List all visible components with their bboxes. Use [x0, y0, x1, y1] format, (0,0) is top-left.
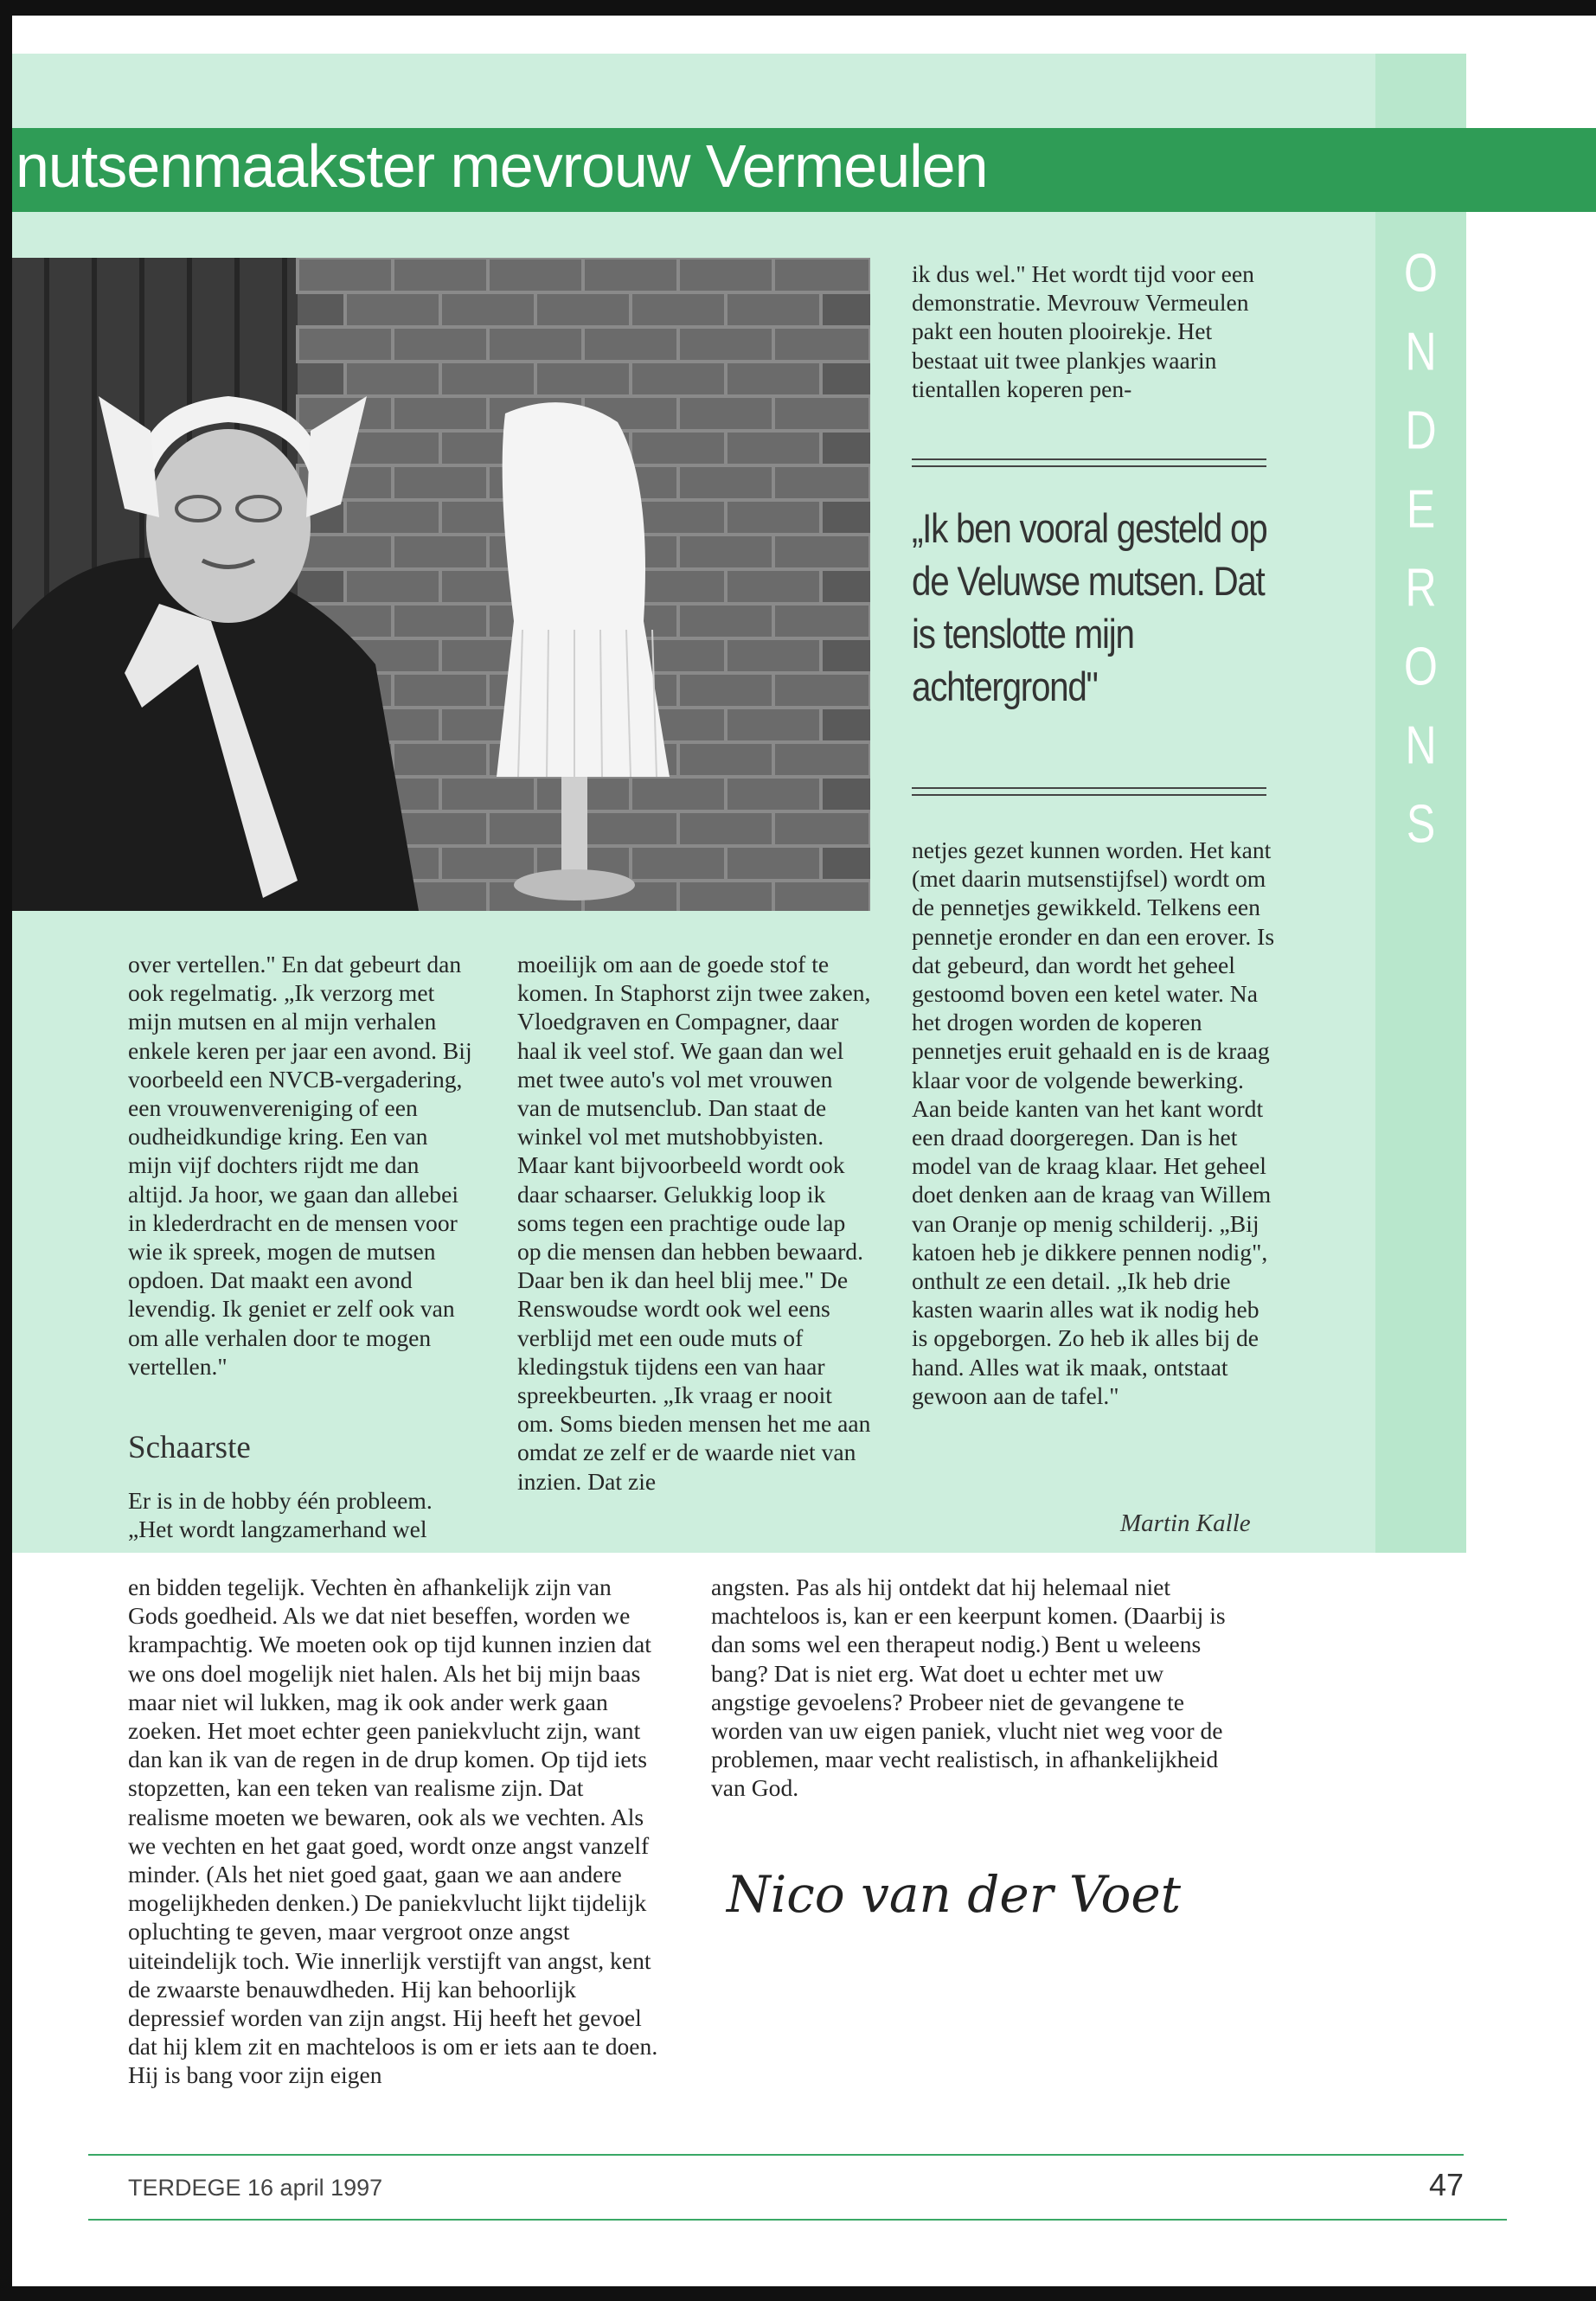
sidebar-letter: O: [1404, 242, 1438, 303]
paragraph: en bidden tegelijk. Vechten èn afhankelijk zijn van Gods goedheid. Als we dat niet beseffen, worden we krampachtig. We moeten ook op tijd kunnen inzien dat we ons doel mogelijk niet halen. Als het bij mijn baas maar niet wil lukken, mag ik ook ander werk gaan zoeken. Het moet echter geen paniekvlucht zijn, want dan kan ik van de regen in de drup komen. Op tijd iets stopzetten, kan een teken van realisme zijn. Dat realisme moeten we bewaren, ook als we vechten. Als we vechten en het gaat goed, wordt onze angst vanzelf minder. (Als het niet goed gaat, gaan we aan andere mogelijkheden denken.) De paniekvlucht lijkt tijdelijk opluchting te geven, maar vergroot onze angst uiteindelijk toch. Wie innerlijk verstijft van angst, kent de zwaarste benauwdheden. Hij kan behoorlijk depressief worden van zijn angst. Hij heeft het gevoel dat hij klem zit en machteloos is om er iets aan te doen. Hij is bang voor zijn eigen: [128, 1574, 658, 2089]
footer-rule-top: [88, 2154, 1464, 2156]
signature-text: Nico van der Voet: [727, 1865, 1182, 1924]
article-column-right-top: [912, 260, 1266, 403]
section-label: [1375, 242, 1466, 854]
sidebar-letter: R: [1405, 557, 1437, 618]
paragraph: ik dus wel." Het wordt tijd voor een demonstratie. Mevrouw Vermeulen pakt een houten plooirekje. Het bestaat uit twee plankjes waarin tientallen koperen pen-: [912, 260, 1254, 402]
article-column-3: [912, 836, 1275, 1410]
scan-border-bottom: [0, 2286, 1596, 2301]
scan-border-left: [0, 0, 12, 2301]
byline: Martin Kalle: [1120, 1509, 1251, 1537]
article-column-1: [128, 950, 474, 1381]
photo-illustration: [12, 258, 870, 911]
paragraph: over vertellen." En dat gebeurt dan ook regelmatig. „Ik verzorg met mijn mutsen en al mijn verhalen enkele keren per jaar een avond. Bij voorbeeld een NVCB-vergadering, een vrouwenvereniging of een oudheidkundige kring. Een van mijn vijf dochters rijdt me dan altijd. Ja hoor, we gaan dan allebei in klederdracht en de mensen voor wie ik spreek, mogen de mutsen opdoen. Dat maakt een avond levendig. Ik geniet er zelf ook van om alle verhalen door te mogen vertellen.": [128, 951, 472, 1380]
author-signature: [718, 1843, 1254, 1946]
sidebar-letter: O: [1404, 636, 1438, 696]
paragraph: angsten. Pas als hij ontdekt dat hij helemaal niet machteloos is, kan er een keerpunt komen. (Daarbij is dan soms wel een therapeut nodig.) Bent u weleens bang? Dat is niet erg. Wat doet u echter met uw angstige gevoelens? Probeer niet de gevangene te worden van uw eigen paniek, vlucht niet weg voor de problemen, maar vecht realistisch, in afhankelijkheid van God.: [711, 1574, 1226, 1802]
pull-quote: „Ik ben vooral gesteld op de Veluwse mutsen. Dat is tenslotte mijn achtergrond": [912, 505, 1267, 709]
paragraph: Er is in de hobby één probleem. „Het wordt langzamerhand wel: [128, 1487, 433, 1543]
article-column-1-after: [128, 1486, 483, 1543]
paragraph: moeilijk om aan de goede stof te komen. In Staphorst zijn twee zaken, Vloedgraven en Compagner, daar haal ik veel stof. We gaan dan wel met twee auto's vol met vrouwen van de mutsenclub. Dan staat de winkel vol met mutshobbyisten. Maar kant bijvoorbeeld wordt ook daar schaarser. Gelukkig loop ik soms tegen een prachtige oude lap op die mensen dan hebben bewaard. Daar ben ik dan heel blij mee." De Renswoudse wordt ook wel eens verblijd met een oude muts of kledingstuk tijdens een van haar spreekbeurten. „Ik vraag er nooit om. Soms bieden mensen het me aan omdat ze zelf er de waarde niet van inzien. Dat zie: [517, 951, 871, 1495]
subheading: Schaarste: [128, 1430, 251, 1465]
article-title: nutsenmaakster mevrouw Vermeulen: [16, 132, 988, 200]
meditation-column-right: [711, 1573, 1249, 1803]
quote-rule-top: [912, 458, 1266, 467]
sidebar-letter: N: [1405, 715, 1437, 775]
article-column-2: [517, 950, 872, 1496]
sidebar-letter: N: [1405, 321, 1437, 381]
sidebar-letter: S: [1406, 793, 1436, 854]
footer-rule-bottom: [88, 2219, 1507, 2221]
sidebar-letter: E: [1406, 478, 1436, 539]
sidebar-letter: D: [1405, 400, 1437, 460]
paragraph: netjes gezet kunnen worden. Het kant (met daarin mutsenstijfsel) wordt om de pennetjes gewikkeld. Telkens een pennetje eronder en dan een erover. Is dat gebeurd, dan wordt het geheel gestoomd boven een ketel water. Na het drogen worden de koperen pennetjes eruit gehaald en is de kraag klaar voor de volgende bewerking. Aan beide kanten van het kant wordt een draad doorgeregen. Dan is het model van de kraag klaar. Het geheel doet denken aan de kraag van Willem van Oranje op menig schilderij. „Bij katoen heb je dikkere pennen nodig", onthult ze een detail. „Ik heb drie kasten waarin alles wat ik nodig heb is opgeborgen. Zo heb ik alles bij de hand. Alles wat ik maak, ontstaat gewoon aan de tafel.": [912, 836, 1275, 1409]
scan-border-top: [0, 0, 1596, 16]
portrait-photo: [12, 258, 870, 911]
meditation-column-left: [128, 1573, 664, 2090]
page-number: 47: [1429, 2167, 1465, 2202]
publication-info: TERDEGE 16 april 1997: [128, 2175, 383, 2201]
quote-rule-bottom: [912, 787, 1266, 796]
